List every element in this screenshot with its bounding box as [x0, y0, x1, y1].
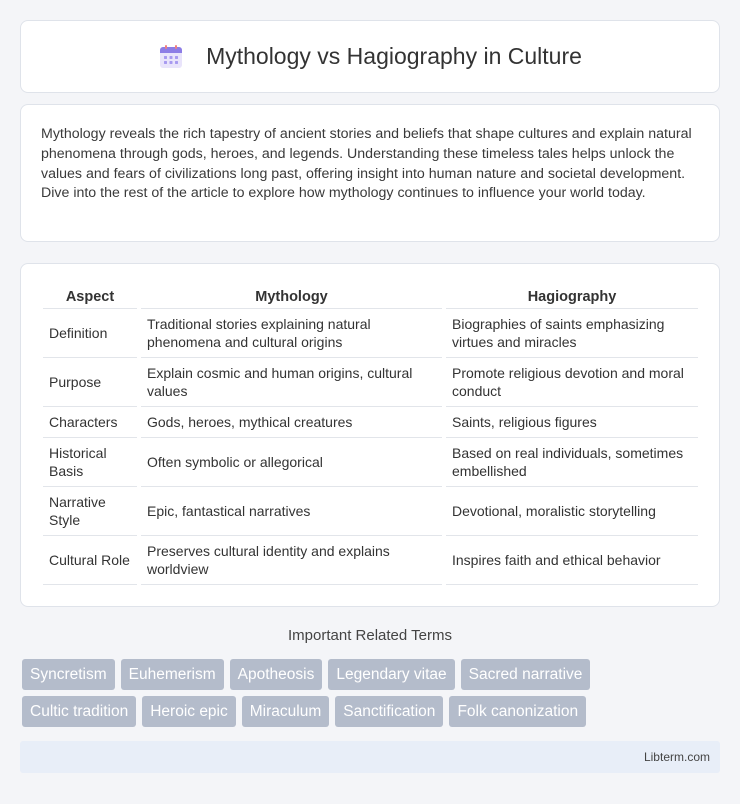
cell-aspect: Historical Basis: [43, 438, 137, 487]
cell-hagiography: Biographies of saints emphasizing virtues and miracles: [446, 309, 698, 358]
comparison-table: [43, 284, 698, 585]
table-row: [43, 487, 698, 536]
cell-aspect: Narrative Style: [43, 487, 137, 536]
tag-euhemerism[interactable]: Euhemerism: [121, 659, 224, 690]
cell-mythology: Traditional stories explaining natural phenomena and cultural origins: [141, 309, 442, 358]
tag-folk-canonization[interactable]: Folk canonization: [449, 696, 586, 727]
table-row: [43, 309, 698, 358]
calendar-grid-icon: [158, 44, 184, 70]
footer-site-link[interactable]: Libterm.com: [643, 750, 710, 764]
page-title: Mythology vs Hagiography in Culture: [206, 43, 582, 69]
cell-hagiography: Based on real individuals, sometimes embellished: [446, 438, 698, 487]
related-terms-row-1: [22, 659, 722, 690]
cell-mythology: Explain cosmic and human origins, cultural values: [141, 358, 442, 407]
table-row: [43, 358, 698, 407]
table-row: [43, 438, 698, 487]
cell-hagiography: Promote religious devotion and moral conduct: [446, 358, 698, 407]
table-row: [43, 407, 698, 438]
cell-mythology: Often symbolic or allegorical: [141, 438, 442, 487]
table-header-row: [43, 284, 698, 309]
tag-apotheosis[interactable]: Apotheosis: [230, 659, 323, 690]
comparison-card: [20, 263, 720, 607]
tag-sacred-narrative[interactable]: Sacred narrative: [461, 659, 591, 690]
cell-mythology: Preserves cultural identity and explains worldview: [141, 536, 442, 585]
cell-aspect: Characters: [43, 407, 137, 438]
tag-heroic-epic[interactable]: Heroic epic: [142, 696, 236, 727]
cell-hagiography: Saints, religious figures: [446, 407, 698, 438]
tag-legendary-vitae[interactable]: Legendary vitae: [328, 659, 454, 690]
cell-aspect: Definition: [43, 309, 137, 358]
intro-paragraph: Mythology reveals the rich tapestry of ancient stories and beliefs that shape cultures and explain natural phenomena through gods, heroes, and legends. Understanding these timeless tales helps unlock the values and fears of civilizations long past, offering insight into human nature and societal development. Dive into the rest of the article to explore how mythology continues to influence your world today.: [41, 126, 692, 202]
related-terms-title: Important Related Terms: [288, 627, 452, 644]
tag-miraculum[interactable]: Miraculum: [242, 696, 329, 727]
cell-hagiography: Devotional, moralistic storytelling: [446, 487, 698, 536]
cell-mythology: Epic, fantastical narratives: [141, 487, 442, 536]
tag-syncretism[interactable]: Syncretism: [22, 659, 115, 690]
header-hagiography: Hagiography: [446, 284, 698, 309]
cell-aspect: Cultural Role: [43, 536, 137, 585]
related-terms-row-2: [22, 696, 722, 727]
tag-sanctification[interactable]: Sanctification: [335, 696, 443, 727]
cell-mythology: Gods, heroes, mythical creatures: [141, 407, 442, 438]
cell-aspect: Purpose: [43, 358, 137, 407]
table-row: [43, 536, 698, 585]
intro-card: [20, 104, 720, 242]
cell-hagiography: Inspires faith and ethical behavior: [446, 536, 698, 585]
header-card: [20, 20, 720, 93]
header-aspect: Aspect: [43, 284, 137, 309]
header-mythology: Mythology: [141, 284, 442, 309]
tag-cultic-tradition[interactable]: Cultic tradition: [22, 696, 136, 727]
footer: [20, 741, 720, 773]
